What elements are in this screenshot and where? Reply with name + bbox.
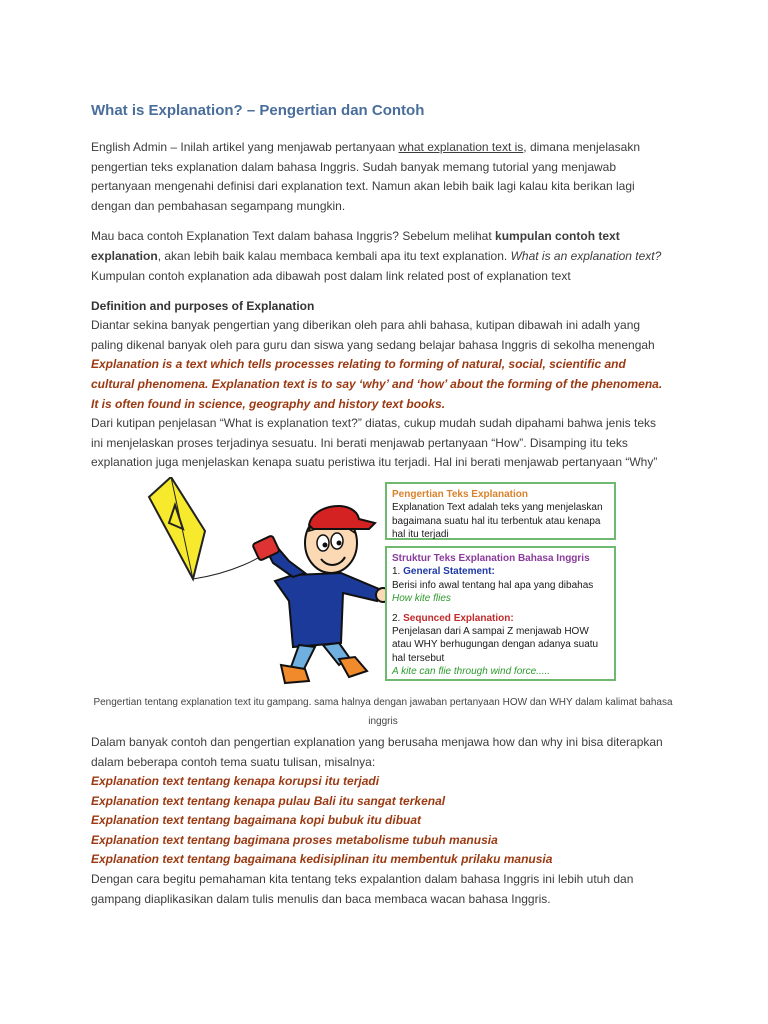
structure-item-1 — [392, 565, 609, 578]
boy-flying-kite-illustration — [143, 477, 393, 691]
structure-item-1-text: Berisi info awal tentang hal apa yang dibahas — [392, 579, 594, 591]
example-item: Explanation text tentang kenapa korupsi itu terjadi — [91, 774, 380, 789]
para2-text-2: , akan lebih baik kalau membaca kembali apa itu text explanation. — [157, 248, 511, 263]
example-item: Explanation text tentang bagaimana kedisiplinan itu membentuk prilaku manusia — [91, 852, 553, 867]
intro-text: English Admin – Inilah artikel yang menjawab pertanyaan — [91, 140, 399, 154]
structure-item-1-title: General Statement: — [403, 566, 495, 578]
para2-bold: kumpulan contoh text explanation — [91, 229, 620, 263]
structure-item-2-example: A kite can flie through wind force..... — [392, 666, 551, 678]
structure-item-1-example: How kite flies — [392, 593, 451, 605]
article-title: What is Explanation? – Pengertian dan Contoh — [91, 102, 425, 119]
para2-italic: What is an explanation text? — [510, 248, 662, 263]
definition-text: Diantar sekina banyak pengertian yang diberikan oleh para ahli bahasa, kutipan dibawah ini adalh yang paling dikenal banyak oleh para guru dan siswa yang sedang belajar bahasa Inggris di sekolha menengah — [91, 318, 655, 352]
intro-text-rest: , dimana menjelasakn pengertian teks explanation dalam bahasa Inggris. Sudah banyak memang tutorial yang menjawab pertanyaan mengenahi definisi dari explanation text. Namun akan lebih baik lagi kalau kita berikan lagi dengan dan pembahasan segampang mungkin. — [91, 140, 641, 213]
definition-quote: Explanation is a text which tells processes relating to forming of natural, social, scientific and cultural phenomena. Explanation text is to say ‘why’ and ‘how’ about the forming of the phenomena. It is often found in science, geography and history text books. — [91, 357, 663, 411]
closing-paragraph: Dengan cara begitu pemahaman kita tentang teks expalantion dalam bahasa Inggris ini lebih utuh dan gampang diaplikasikan dalam tulis menulis dan baca membaca wacan bahasa Inggris. — [91, 872, 634, 906]
intro-paragraph — [91, 138, 671, 216]
definition-box — [385, 482, 616, 540]
second-paragraph — [91, 227, 671, 286]
structure-item-2-number: 2. — [392, 612, 404, 624]
example-item: Explanation text tentang kenapa pulau Bali itu sangat terkenal — [91, 793, 446, 808]
para2-text: Mau baca contoh Explanation Text dalam bahasa Inggris? Sebelum melihat — [91, 229, 496, 244]
definition-box-text: Explanation Text adalah teks yang menjelaskan bagaimana suatu hal itu terbentuk atau kenapa hal itu terjadi — [392, 502, 603, 541]
structure-box — [385, 546, 616, 681]
article — [91, 100, 671, 909]
after-figure-paragraph: Dalam banyak contoh dan pengertian explanation yang berusaha menjawa how dan why ini bisa diterapkan dalam beberapa contoh tema suatu tulisan, misalnya: — [91, 734, 663, 769]
example-item: Explanation text tentang bagimana proses metabolisme tubuh manusia — [91, 832, 498, 847]
para2-text-3: Kumpulan contoh explanation ada dibawah post dalam link related post of explanation text — [91, 268, 571, 283]
kite-figure — [91, 477, 671, 691]
structure-item-2-title: Sequnced Explanation: — [403, 612, 514, 624]
structure-box-title: Struktur Teks Explanation Bahasa Inggris — [392, 552, 590, 564]
example-list — [91, 772, 671, 870]
example-item: Explanation text tentang bagaimana kopi bubuk itu dibuat — [91, 813, 422, 828]
structure-item-2-text: Penjelasan dari A sampai Z menjawab HOW atau WHY berhugungan dengan adanya suatu hal tersebut — [392, 625, 599, 664]
explanation-link[interactable]: what explanation text is — [398, 140, 524, 154]
structure-item-1-number: 1. — [392, 566, 404, 578]
figure-caption: Pengertian tentang explanation text itu gampang. sama halnya dengan jawaban pertanyaan HOW dan WHY dalam kalimat bahasa inggris — [93, 696, 673, 727]
definition-box-title: Pengertian Teks Explanation — [392, 488, 528, 500]
structure-item-2 — [392, 612, 609, 625]
definition-heading: Definition and purposes of Explanation — [91, 299, 315, 314]
after-quote-paragraph: Dari kutipan penjelasan “What is explanation text?” diatas, cukup mudah sudah dipahami bahwa jenis teks ini menjelaskan proses terjadinya sesuatu. Ini berati menjawab pertanyaan “How”. Disamping itu teks explanation juga menjelaskan kenapa suatu peristiwa itu terjadi. Hal ini berati menjawab pertanyaan “Why” — [91, 416, 658, 470]
